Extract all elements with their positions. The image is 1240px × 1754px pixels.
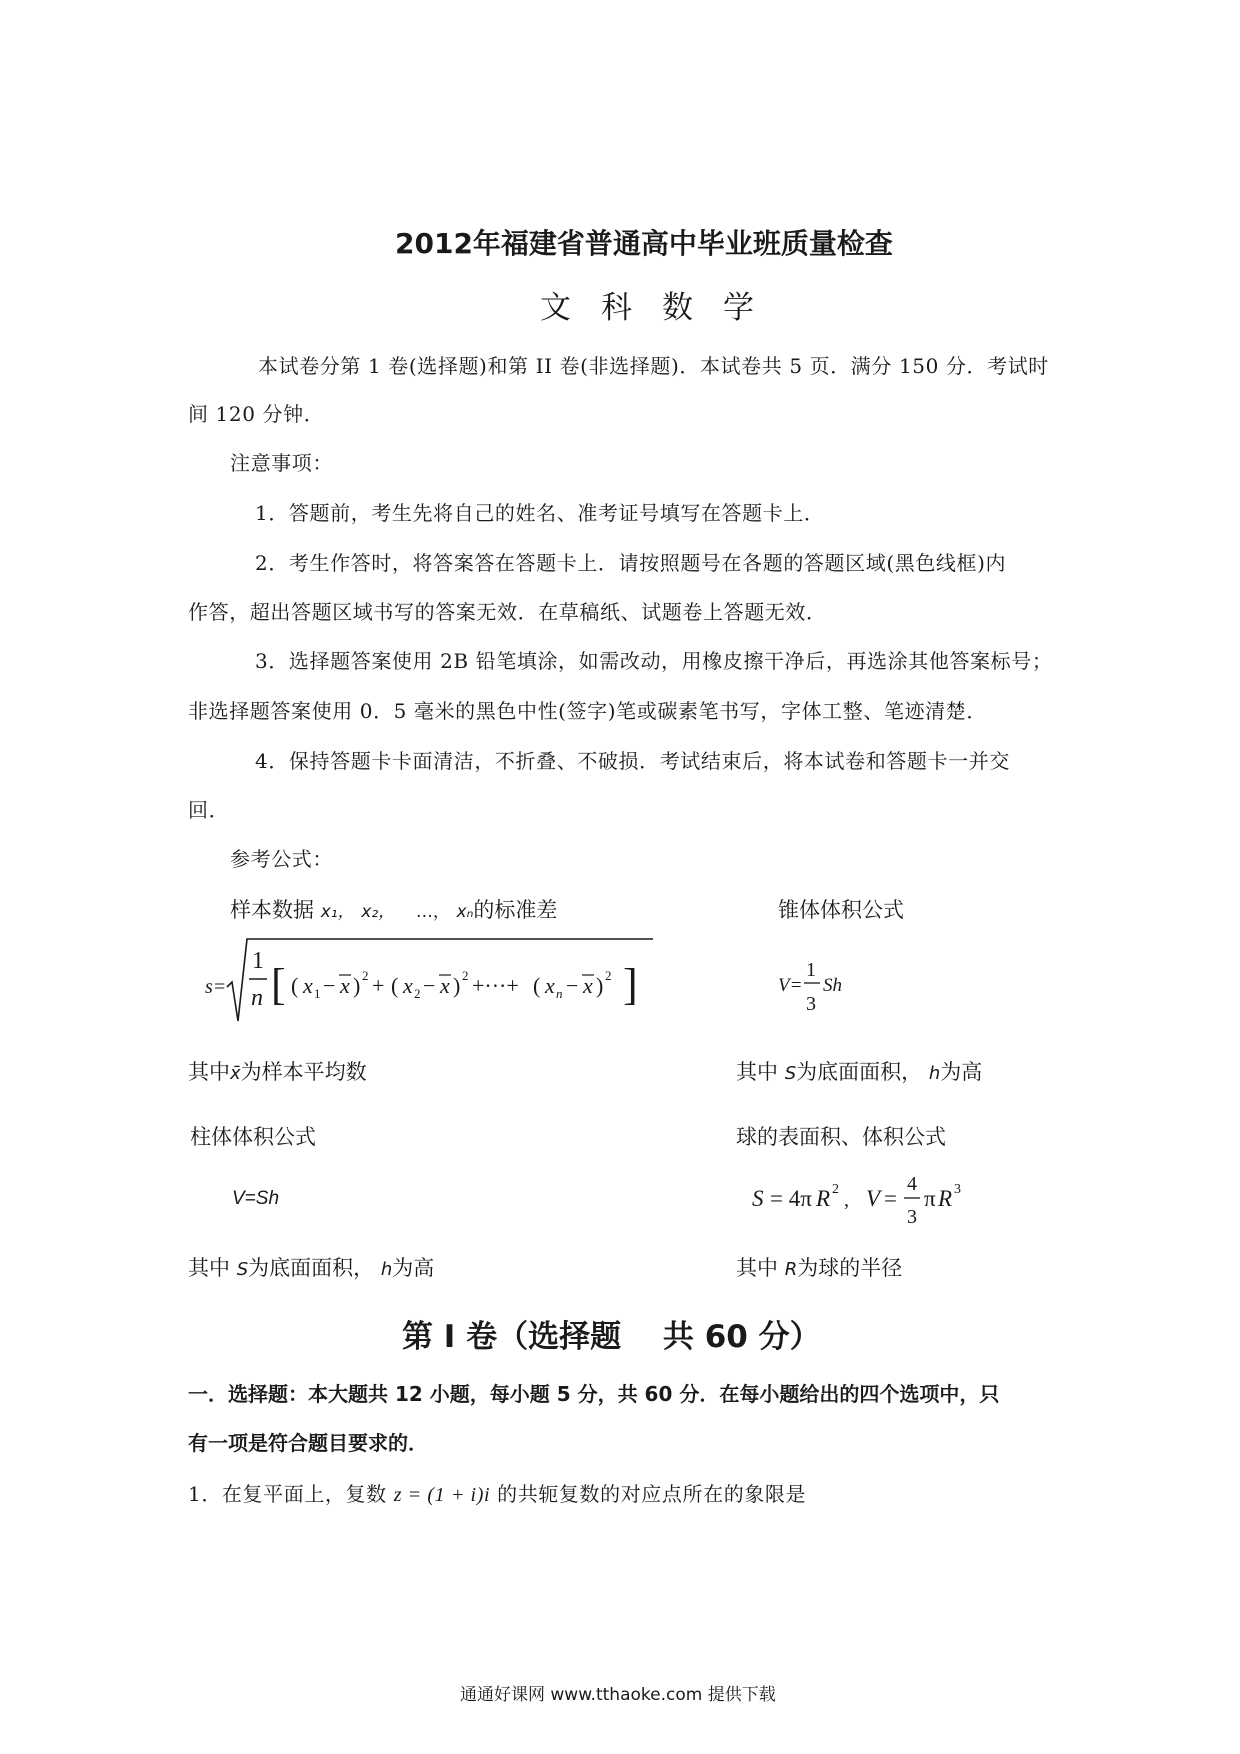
question-1-prefix: 1．在复平面上，复数 xyxy=(188,1482,387,1506)
subject-title: 文科数学 xyxy=(540,290,784,326)
svg-text:R: R xyxy=(938,1186,953,1211)
svg-text:1: 1 xyxy=(252,948,264,974)
question-1-formula: z = (1 + i)i xyxy=(393,1484,491,1506)
svg-text:x: x xyxy=(303,973,313,998)
svg-text:+···+: +···+ xyxy=(472,973,519,998)
sphere-heading: 球的表面积、体积公式 xyxy=(736,1125,946,1149)
svg-text:R: R xyxy=(816,1186,831,1211)
notice-item-3-line-2: 非选择题答案使用 0．5 毫米的黑色中性(签字)笔或碳素笔书写，字体工整、笔迹清楚． xyxy=(188,699,987,723)
cone-note xyxy=(736,1056,982,1086)
prism-formula: V=Sh xyxy=(232,1188,280,1209)
svg-text:2: 2 xyxy=(832,1182,839,1197)
cone-heading: 锥体体积公式 xyxy=(778,898,904,922)
svg-text:n: n xyxy=(556,986,563,1001)
stddev-suffix: 的标准差 xyxy=(473,898,558,922)
stddev-formula xyxy=(205,935,655,1027)
stddev-note xyxy=(188,1056,367,1086)
notice-item-4-line-1: 4．保持答题卡卡面清洁，不折叠、不破损．考试结束后，将本试卷和答题卡一并交 xyxy=(255,749,1010,773)
prism-note-mid: 为底面面积， xyxy=(248,1256,375,1280)
svg-text:2: 2 xyxy=(605,968,612,983)
footer-download-note: 通通好课网 www.tthaoke.com 提供下载 xyxy=(460,1685,776,1705)
section-1-instructions-line-2: 有一项是符合题目要求的． xyxy=(188,1431,428,1455)
notice-item-4-line-2: 回． xyxy=(188,798,230,822)
notice-item-2-line-2: 作答，超出答题区域书写的答案无效．在草稿纸、试题卷上答题无效． xyxy=(188,600,827,624)
prism-note-h: h xyxy=(380,1259,393,1280)
svg-text:): ) xyxy=(453,973,461,998)
prism-heading: 柱体体积公式 xyxy=(190,1125,316,1149)
svg-text:3: 3 xyxy=(907,1206,917,1228)
svg-text:n: n xyxy=(251,985,263,1011)
cone-note-mid: 为底面面积， xyxy=(796,1060,923,1084)
svg-text:x: x xyxy=(583,973,593,998)
svg-text:s=: s= xyxy=(205,976,227,998)
svg-text:2: 2 xyxy=(414,986,421,1001)
prism-note-s: S xyxy=(236,1259,249,1280)
stddev-dots: …， xyxy=(415,902,450,922)
svg-text:(: ( xyxy=(533,973,541,998)
stddev-x1: x₁， xyxy=(320,902,355,922)
question-1 xyxy=(188,1478,806,1507)
cone-note-s: S xyxy=(784,1063,797,1084)
stddev-note-prefix: 其中 xyxy=(188,1060,230,1084)
sphere-note-r: R xyxy=(784,1259,798,1280)
cone-note-prefix: 其中 xyxy=(736,1060,778,1084)
svg-text:x: x xyxy=(403,973,413,998)
svg-text:x: x xyxy=(545,973,555,998)
svg-text:3: 3 xyxy=(954,1182,961,1197)
svg-text:V: V xyxy=(866,1186,881,1211)
notice-item-2-line-1: 2．考生作答时，将答案答在答题卡上．请按照题号在各题的答题区域(黑色线框)内 xyxy=(255,551,1007,575)
stddev-x2: x₂， xyxy=(361,902,396,922)
svg-text:= 4π: = 4π xyxy=(770,1186,812,1211)
svg-text:): ) xyxy=(353,973,361,998)
section-1-title: 第 I 卷（选择题 共 60 分） xyxy=(402,1319,821,1355)
prism-note-prefix: 其中 xyxy=(188,1256,230,1280)
svg-text:x: x xyxy=(440,973,450,998)
svg-text:3: 3 xyxy=(806,993,816,1015)
notice-item-3-line-1: 3．选择题答案使用 2B 铅笔填涂，如需改动，用橡皮擦干净后，再选涂其他答案标号； xyxy=(255,649,1053,673)
svg-text:): ) xyxy=(596,973,604,998)
svg-text:,: , xyxy=(844,1189,849,1211)
svg-text:−: − xyxy=(566,973,579,998)
svg-text:2: 2 xyxy=(362,968,369,983)
svg-text:(: ( xyxy=(391,973,399,998)
svg-text:S: S xyxy=(752,1186,764,1211)
section-1-instructions-line-1: 一．选择题：本大题共 12 小题，每小题 5 分，共 60 分．在每小题给出的四个选项中，只 xyxy=(188,1382,1000,1406)
prism-note-suffix: 为高 xyxy=(392,1256,435,1280)
svg-text:Sh: Sh xyxy=(823,975,842,996)
svg-text:−: − xyxy=(423,973,436,998)
svg-text:4: 4 xyxy=(907,1173,917,1195)
question-1-suffix: 的共轭复数的对应点所在的象限是 xyxy=(497,1482,807,1506)
svg-text:2: 2 xyxy=(462,968,469,983)
stddev-xn: xₙ xyxy=(456,902,474,922)
cone-formula xyxy=(778,945,868,1020)
sphere-formula xyxy=(748,1160,988,1240)
stddev-prefix: 样本数据 xyxy=(230,898,314,922)
svg-text:+: + xyxy=(372,973,385,998)
exam-title: 2012年福建省普通高中毕业班质量检查 xyxy=(395,227,893,260)
intro-line-2: 间 120 分钟． xyxy=(188,402,325,426)
sphere-note-prefix: 其中 xyxy=(736,1256,778,1280)
formulas-heading: 参考公式： xyxy=(230,847,333,871)
sphere-note xyxy=(736,1252,902,1282)
notice-heading: 注意事项： xyxy=(230,451,333,475)
svg-text:−: − xyxy=(323,973,336,998)
svg-text:1: 1 xyxy=(314,986,321,1001)
notice-item-1: 1．答题前，考生先将自己的姓名、准考证号填写在答题卡上． xyxy=(255,501,825,525)
cone-note-suffix: 为高 xyxy=(940,1060,983,1084)
svg-text:π: π xyxy=(924,1186,936,1211)
svg-text:=: = xyxy=(884,1186,897,1211)
svg-text:]: ] xyxy=(623,960,638,1009)
mean-symbol: x̄ xyxy=(230,1063,241,1084)
svg-text:1: 1 xyxy=(806,959,816,981)
svg-text:x: x xyxy=(340,973,350,998)
intro-line-1: 本试卷分第 1 卷(选择题)和第 II 卷(非选择题)．本试卷共 5 页．满分 150 分．考试时 xyxy=(258,354,1049,378)
sphere-note-suffix: 为球的半径 xyxy=(797,1256,903,1280)
svg-text:(: ( xyxy=(291,973,299,998)
cone-note-h: h xyxy=(928,1063,941,1084)
svg-text:V=: V= xyxy=(778,975,803,996)
prism-note xyxy=(188,1252,434,1282)
stddev-note-suffix: 为样本平均数 xyxy=(240,1060,367,1084)
svg-text:[: [ xyxy=(271,960,286,1009)
stddev-heading xyxy=(230,894,557,924)
